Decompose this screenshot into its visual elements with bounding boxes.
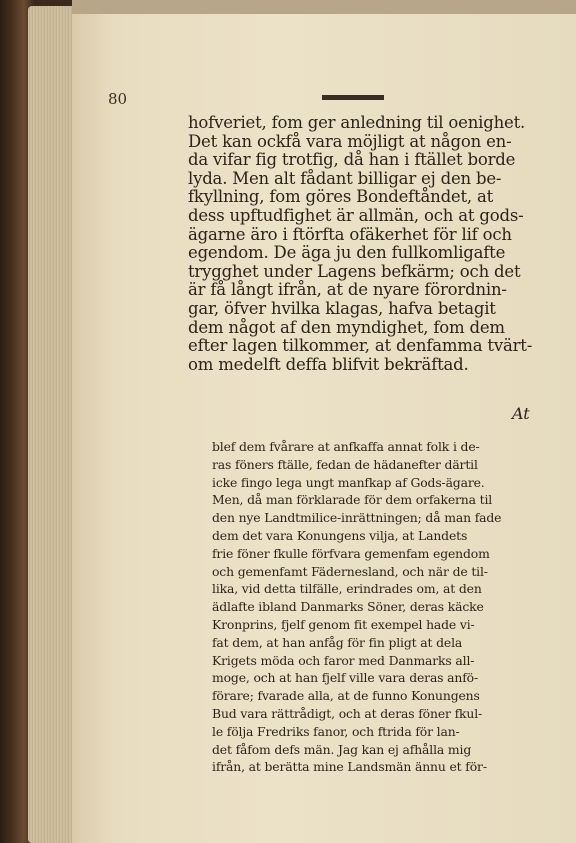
page-number: 80 (108, 90, 128, 108)
footnote-text (212, 438, 532, 776)
text-line: Det kan ockfå vara möjligt at någon en- (188, 131, 512, 151)
footnote-line: det fåfom defs män. Jag kan ej afhålla mig (212, 741, 472, 757)
footnote-line: den nye Landtmilice-inrättningen; då man fade (212, 510, 502, 526)
text-line: trygghet under Lagens befkärm; och det (188, 261, 521, 281)
text-line: gar, öfver hvilka klagas, hafva betagit (188, 298, 496, 318)
footnote-line: blef dem fvårare at anfkaffa annat folk i de- (212, 439, 480, 454)
footnote-line: fat dem, at han anfåg för fin pligt at dela (212, 634, 463, 650)
footnote-line: ifrån, at berätta mine Landsmän ännu et för- (212, 759, 487, 775)
text-line: efter lagen tilkommer, at denfamma tvärt- (188, 336, 533, 356)
main-text (188, 114, 544, 374)
footnote-line: frie föner fkulle förfvara gemenfam egendom (212, 545, 490, 561)
text-line: lyda. Men alt fådant billigar ej den be- (188, 168, 502, 188)
footnote-line: lika, vid detta tilfälle, erindrades om, at den (212, 581, 482, 597)
text-line: egendom. De äga ju den fullkomligafte (188, 243, 506, 263)
text-line: dem något af den myndighet, fom dem (188, 317, 505, 337)
text-line: da vifar fig trotfig, då han i ftället borde (188, 150, 516, 170)
footnote-line: Bud vara rättrådigt, och at deras föner fkul- (212, 705, 483, 721)
footnote-line: icke fingo lega ungt manfkap af Gods-ägare. (212, 474, 485, 490)
header-rule (322, 95, 384, 100)
footnote-line: le följa Fredriks fanor, och ftrida för lan- (212, 723, 460, 739)
footnote-line: Krigets möda och faror med Danmarks all- (212, 652, 475, 668)
footnote-line: förare; fvarade alla, at de funno Konungens (212, 688, 480, 704)
footnote-line: moge, och at han fjelf ville vara deras anfö- (212, 670, 479, 686)
footnote-line: Kronprins, fjelf genom fit exempel hade vi- (212, 616, 475, 632)
text-line: hofveriet, fom ger anledning til oenighet. (188, 113, 526, 132)
text-line: om medelft deffa blifvit bekräftad. (188, 354, 469, 374)
text-line: är få långt ifrån, at de nyare förordnin- (188, 280, 507, 300)
footnote-line: dem det vara Konungens vilja, at Landets (212, 527, 468, 543)
text-line: fkyllning, fom göres Bondeftåndet, at (188, 187, 494, 207)
footnote-line: och gemenfamt Fädernesland, och när de til- (212, 563, 488, 579)
catchword: At (512, 404, 530, 423)
text-line: ägarne äro i ftörfta ofäkerhet för lif och (188, 224, 512, 244)
footnote-line: ras föners ftälle, fedan de hädanefter därtil (212, 456, 478, 472)
footnote-line: ädlafte ibland Danmarks Söner, deras käcke (212, 599, 484, 615)
text-line: dess upftudfighet är allmän, och at gods- (188, 205, 524, 225)
footnote-line: Men, då man förklarade för dem orfakerna til (212, 492, 493, 508)
